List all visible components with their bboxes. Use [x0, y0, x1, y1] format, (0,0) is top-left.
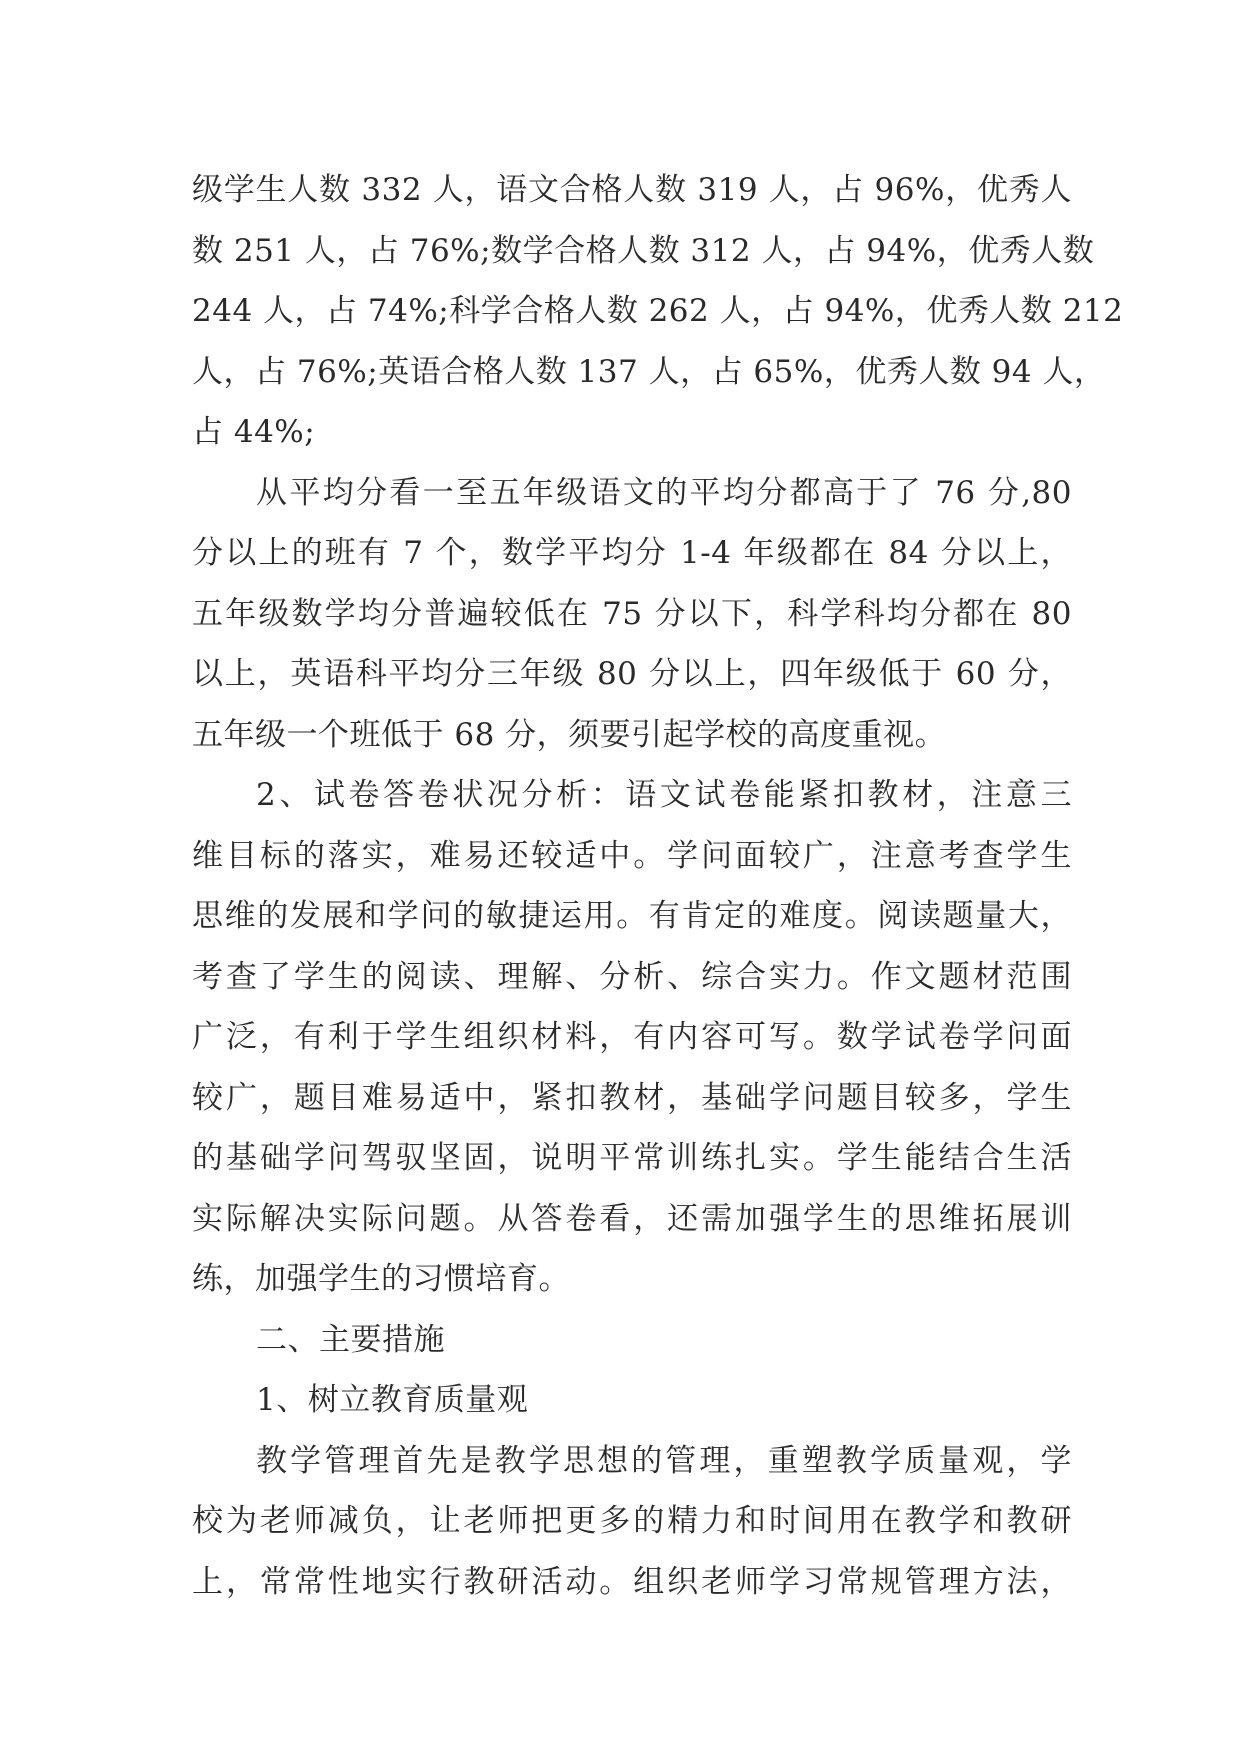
text-line: 的基础学问驾驭坚固，说明平常训练扎实。学生能结合生活: [192, 1140, 1072, 1176]
paragraph-exam-analysis: [192, 765, 1072, 1310]
document-body: [192, 160, 1124, 1612]
text-line: 实际解决实际问题。从答卷看，还需加强学生的思维拓展训: [192, 1200, 1072, 1237]
text-line: 以上，英语科平均分三年级 80 分以上，四年级低于 60 分，: [192, 656, 1072, 692]
text-line: 人，占 76%;英语合格人数 137 人，占 65%，优秀人数 94 人，: [192, 353, 1106, 390]
text-line: 较广，题目难易适中，紧扣教材，基础学问题目较多，学生: [192, 1079, 1072, 1116]
heading-text: 1、树立教育质量观: [256, 1382, 529, 1418]
text-line: 考查了学生的阅读、理解、分析、综合实力。作文题材范围: [192, 958, 1072, 995]
text-line: 分以上的班有 7 个，数学平均分 1-4 年级都在 84 分以上，: [192, 535, 1072, 571]
text-line: 校为老师减负，让老师把更多的精力和时间用在教学和教研: [192, 1503, 1072, 1539]
text-line: 思维的发展和学问的敏捷运用。有肯定的难度。阅读题量大，: [192, 898, 1072, 934]
text-line: 教学管理首先是教学思想的管理，重塑教学质量观，学: [256, 1442, 1072, 1479]
text-line: 五年级数学均分普遍较低在 75 分以下，科学科均分都在 80: [192, 595, 1072, 632]
paragraph-average-scores: [192, 463, 1072, 766]
paragraph-enrollment-stats: [192, 160, 1124, 463]
text-line: 维目标的落实，难易还较适中。学问面较广，注意考查学生: [192, 837, 1072, 874]
text-line: 244 人，占 74%;科学合格人数 262 人，占 94%，优秀人数 212: [192, 293, 1124, 329]
text-line: 练，加强学生的习惯培育。: [192, 1261, 570, 1297]
text-line: 占 44%;: [192, 414, 316, 450]
text-line: 从平均分看一至五年级语文的平均分都高于了 76 分,80: [256, 474, 1072, 511]
text-line: 上，常常性地实行教研活动。组织老师学习常规管理方法，: [192, 1563, 1072, 1600]
subsection-heading-quality-view: [192, 1370, 1072, 1431]
paragraph-teaching-management: [192, 1431, 1072, 1613]
text-line: 广泛，有利于学生组织材料，有内容可写。数学试卷学问面: [192, 1019, 1072, 1055]
heading-text: 二、主要措施: [256, 1321, 445, 1358]
text-line: 2、试卷答卷状况分析：语文试卷能紧扣教材，注意三: [256, 777, 1072, 813]
section-heading-main-measures: [192, 1310, 1072, 1371]
text-line: 五年级一个班低于 68 分，须要引起学校的高度重视。: [192, 716, 947, 753]
text-line: 级学生人数 332 人，语文合格人数 319 人，占 96%，优秀人: [192, 172, 1072, 208]
text-line: 数 251 人，占 76%;数学合格人数 312 人，占 94%，优秀人数: [192, 232, 1095, 269]
